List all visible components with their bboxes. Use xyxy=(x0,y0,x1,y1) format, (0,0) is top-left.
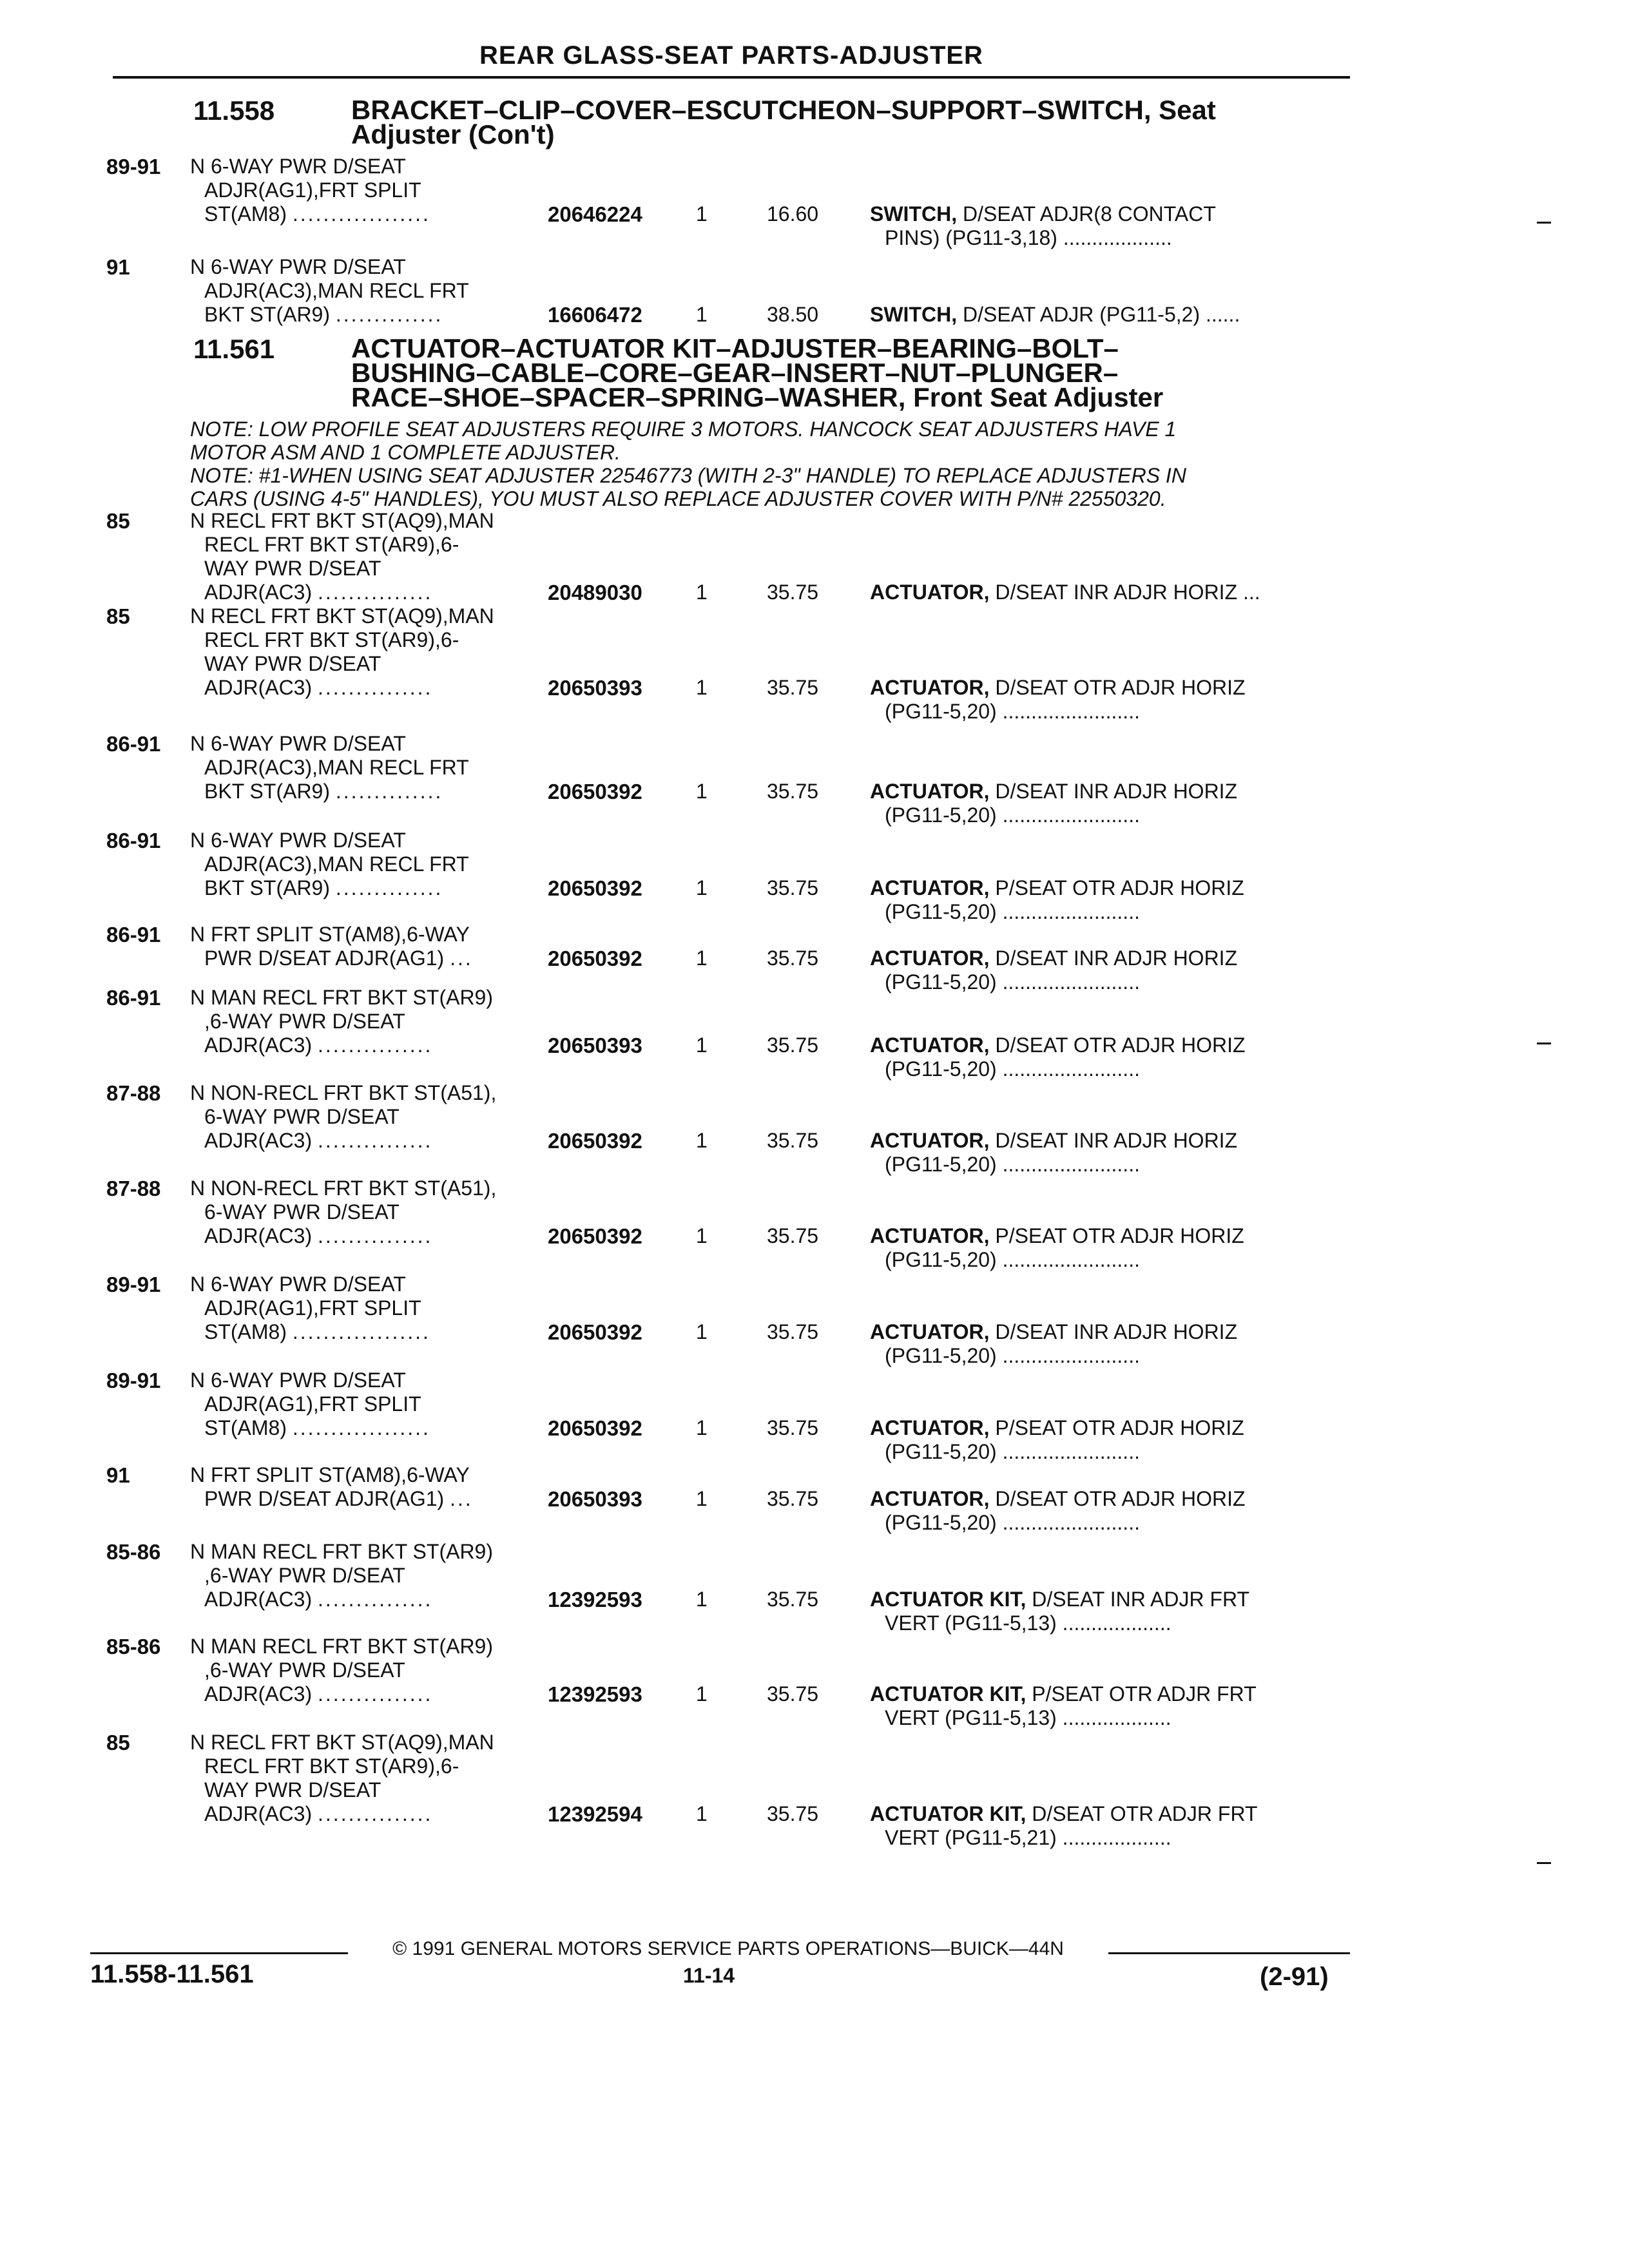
usage-line: ADJR(AG1),FRT SPLIT xyxy=(204,178,421,202)
part-number: 20650393 xyxy=(548,1487,642,1511)
usage-line: N RECL FRT BKT ST(AQ9),MAN xyxy=(190,509,494,532)
model-year: 91 xyxy=(106,255,130,279)
usage-line-text: ADJR(AC3) xyxy=(204,676,313,699)
quantity: 1 xyxy=(696,1682,708,1706)
price: 35.75 xyxy=(767,1224,819,1247)
quantity: 1 xyxy=(696,202,708,226)
usage-line: N 6-WAY PWR D/SEAT xyxy=(190,255,406,278)
usage-description xyxy=(190,1731,551,1826)
model-year: 86-91 xyxy=(106,829,161,852)
usage-line: N 6-WAY PWR D/SEAT xyxy=(190,1369,406,1392)
section-range: 11.558-11.561 xyxy=(90,1960,254,1988)
usage-line: ADJR(AC3),MAN RECL FRT xyxy=(204,756,469,779)
leader-dots: .............. xyxy=(335,876,443,899)
part-name-block xyxy=(870,1224,1347,1272)
usage-line xyxy=(190,1487,551,1511)
margin-tick xyxy=(1537,1043,1551,1044)
part-name-block xyxy=(870,1588,1347,1635)
usage-line-text: BKT ST(AR9) xyxy=(204,303,330,326)
page-header-title: REAR GLASS-SEAT PARTS-ADJUSTER xyxy=(479,41,983,70)
usage-description xyxy=(190,155,551,226)
model-year: 86-91 xyxy=(106,986,161,1010)
model-year: 85 xyxy=(106,1731,130,1754)
leader-dots: ............... xyxy=(318,1033,433,1057)
price: 35.75 xyxy=(767,1487,819,1510)
part-name-block xyxy=(870,947,1347,994)
price: 35.75 xyxy=(767,876,819,899)
usage-description xyxy=(190,1369,551,1440)
leader-dots: .................. xyxy=(292,202,430,226)
part-number: 20650392 xyxy=(548,1129,642,1153)
usage-line xyxy=(190,1129,551,1153)
part-number: 20650392 xyxy=(548,1416,642,1440)
usage-line-text: BKT ST(AR9) xyxy=(204,780,330,803)
usage-line: WAY PWR D/SEAT xyxy=(204,652,381,675)
part-name: ACTUATOR, xyxy=(870,1033,990,1057)
part-name-line xyxy=(870,780,1237,803)
part-description: D/SEAT ADJR(8 CONTACT xyxy=(957,202,1216,226)
quantity: 1 xyxy=(696,1033,708,1057)
usage-line: ADJR(AC3),MAN RECL FRT xyxy=(204,852,469,876)
usage-line xyxy=(190,876,551,900)
part-description: D/SEAT INR ADJR HORIZ ... xyxy=(989,581,1260,604)
part-description: D/SEAT INR ADJR HORIZ xyxy=(989,947,1238,970)
part-number: 20646224 xyxy=(548,202,642,226)
price: 35.75 xyxy=(767,1682,819,1706)
usage-description xyxy=(190,829,551,900)
part-name: ACTUATOR, xyxy=(870,1224,990,1247)
usage-line: WAY PWR D/SEAT xyxy=(204,557,381,580)
usage-line: N NON-RECL FRT BKT ST(A51), xyxy=(190,1081,497,1104)
usage-line: N MAN RECL FRT BKT ST(AR9) xyxy=(190,1540,493,1563)
part-description: D/SEAT OTR ADJR HORIZ xyxy=(989,676,1246,699)
part-name-line xyxy=(870,1802,1258,1825)
leader-dots: ............... xyxy=(318,581,433,604)
part-name-block xyxy=(870,202,1347,250)
part-name-block xyxy=(870,1416,1347,1464)
leader-dots: ... xyxy=(450,1487,473,1510)
part-description-cont: (PG11-5,20) ........................ xyxy=(885,1248,1140,1271)
part-name-block xyxy=(870,780,1347,827)
part-name-line xyxy=(870,202,1216,226)
usage-line-text: ADJR(AC3) xyxy=(204,1588,313,1611)
price: 38.50 xyxy=(767,303,819,326)
usage-line xyxy=(190,676,551,700)
usage-line-text: ST(AM8) xyxy=(204,1416,287,1439)
usage-description xyxy=(190,255,551,327)
part-description: D/SEAT INR ADJR HORIZ xyxy=(989,1320,1238,1343)
usage-line xyxy=(190,202,551,226)
usage-line: N NON-RECL FRT BKT ST(A51), xyxy=(190,1177,497,1200)
leader-dots: .............. xyxy=(335,780,443,803)
usage-line: N 6-WAY PWR D/SEAT xyxy=(190,829,406,852)
part-name-block xyxy=(870,1033,1347,1081)
part-name-line xyxy=(870,581,1260,604)
usage-line xyxy=(190,1682,551,1706)
part-description: D/SEAT OTR ADJR FRT xyxy=(1026,1802,1258,1825)
usage-description xyxy=(190,732,551,803)
part-name: ACTUATOR KIT, xyxy=(870,1682,1027,1706)
part-name-block xyxy=(870,676,1347,724)
usage-line xyxy=(190,1033,551,1057)
usage-line: ADJR(AG1),FRT SPLIT xyxy=(204,1392,421,1416)
part-description-cont: VERT (PG11-5,21) ................... xyxy=(885,1826,1171,1849)
usage-description xyxy=(190,1273,551,1344)
price: 35.75 xyxy=(767,780,819,803)
quantity: 1 xyxy=(696,581,708,604)
part-name: ACTUATOR, xyxy=(870,780,990,803)
model-year: 85 xyxy=(106,509,130,533)
leader-dots: ............... xyxy=(318,1682,433,1706)
part-description-cont: (PG11-5,20) ........................ xyxy=(885,1511,1140,1534)
part-description: P/SEAT OTR ADJR HORIZ xyxy=(989,1224,1244,1247)
part-name-line xyxy=(870,1129,1237,1152)
part-description: D/SEAT INR ADJR FRT xyxy=(1026,1588,1250,1611)
part-number: 20650392 xyxy=(548,1320,642,1344)
usage-line xyxy=(190,947,551,970)
part-number: 20650392 xyxy=(548,780,642,803)
usage-line xyxy=(190,1224,551,1248)
part-name: ACTUATOR, xyxy=(870,1320,990,1343)
usage-line xyxy=(190,1416,551,1440)
part-name: ACTUATOR, xyxy=(870,581,990,604)
usage-description xyxy=(190,1081,551,1153)
part-name-line xyxy=(870,676,1246,699)
part-name-block xyxy=(870,1487,1347,1535)
usage-line: N FRT SPLIT ST(AM8),6-WAY xyxy=(190,923,470,946)
usage-line: N 6-WAY PWR D/SEAT xyxy=(190,155,406,178)
part-name-block xyxy=(870,1682,1347,1730)
part-description: D/SEAT OTR ADJR HORIZ xyxy=(989,1487,1246,1510)
usage-description xyxy=(190,923,551,970)
part-number: 20650392 xyxy=(548,876,642,900)
usage-description xyxy=(190,1635,551,1706)
usage-line: N MAN RECL FRT BKT ST(AR9) xyxy=(190,986,493,1009)
usage-line xyxy=(190,780,551,803)
part-description-cont: PINS) (PG11-3,18) ................... xyxy=(885,226,1172,249)
part-name-line xyxy=(870,1224,1244,1247)
part-number: 12392593 xyxy=(548,1682,642,1706)
group-title: ACTUATOR–ACTUATOR KIT–ADJUSTER–BEARING–BOLT– BUSHING–CABLE–CORE–GEAR–INSERT–NUT–PLUNGER– RACE–SHOE–SPACER–SPRING–WASHER, Front Seat Adjuster xyxy=(351,333,1164,412)
part-name: ACTUATOR KIT, xyxy=(870,1802,1027,1825)
copyright-notice: © 1991 GENERAL MOTORS SERVICE PARTS OPERATIONS—BUICK—44N xyxy=(392,1938,1064,1959)
part-name: ACTUATOR, xyxy=(870,1129,990,1152)
quantity: 1 xyxy=(696,1224,708,1247)
part-name: ACTUATOR, xyxy=(870,1416,990,1439)
price: 35.75 xyxy=(767,947,819,970)
margin-tick xyxy=(1537,222,1551,224)
usage-line: N 6-WAY PWR D/SEAT xyxy=(190,732,406,755)
usage-line: N RECL FRT BKT ST(AQ9),MAN xyxy=(190,1731,494,1754)
header-rule xyxy=(113,76,1350,79)
model-year: 87-88 xyxy=(106,1177,161,1200)
price: 35.75 xyxy=(767,1320,819,1343)
leader-dots: ............... xyxy=(318,1802,433,1825)
part-name-block xyxy=(870,581,1347,604)
usage-line: N MAN RECL FRT BKT ST(AR9) xyxy=(190,1635,493,1658)
usage-line: ,6-WAY PWR D/SEAT xyxy=(204,1564,405,1587)
usage-line-text: PWR D/SEAT ADJR(AG1) xyxy=(204,1487,445,1510)
part-number: 20489030 xyxy=(548,581,642,604)
part-description: P/SEAT OTR ADJR FRT xyxy=(1026,1682,1257,1706)
usage-line-text: ADJR(AC3) xyxy=(204,1224,313,1247)
revision-date: (2-91) xyxy=(1260,1963,1329,1991)
leader-dots: .................. xyxy=(292,1320,430,1343)
usage-line-text: PWR D/SEAT ADJR(AG1) xyxy=(204,947,445,970)
part-description-cont: (PG11-5,20) ........................ xyxy=(885,803,1140,827)
model-year: 91 xyxy=(106,1463,130,1487)
usage-line xyxy=(190,581,551,604)
usage-description xyxy=(190,509,551,604)
group-title: BRACKET–CLIP–COVER–ESCUTCHEON–SUPPORT–SWITCH, Seat Adjuster (Con't) xyxy=(351,95,1216,149)
part-name-block xyxy=(870,1320,1347,1368)
part-description: D/SEAT ADJR (PG11-5,2) ...... xyxy=(957,303,1240,326)
quantity: 1 xyxy=(696,1320,708,1343)
part-name: SWITCH, xyxy=(870,202,958,226)
usage-line-text: ST(AM8) xyxy=(204,202,287,226)
part-description-cont: (PG11-5,20) ........................ xyxy=(885,700,1140,723)
usage-line-text: ST(AM8) xyxy=(204,1320,287,1343)
part-name: ACTUATOR, xyxy=(870,1487,990,1510)
model-year: 89-91 xyxy=(106,1273,161,1296)
part-number: 12392594 xyxy=(548,1802,642,1826)
part-name: ACTUATOR, xyxy=(870,876,990,899)
model-year: 86-91 xyxy=(106,923,161,947)
usage-description xyxy=(190,1177,551,1248)
part-number: 16606472 xyxy=(548,303,642,327)
part-description: P/SEAT OTR ADJR HORIZ xyxy=(989,876,1244,899)
price: 35.75 xyxy=(767,581,819,604)
leader-dots: ............... xyxy=(318,1588,433,1611)
usage-line: 6-WAY PWR D/SEAT xyxy=(204,1105,400,1128)
usage-line-text: BKT ST(AR9) xyxy=(204,876,330,899)
part-name-block xyxy=(870,876,1347,924)
usage-line: N RECL FRT BKT ST(AQ9),MAN xyxy=(190,604,494,628)
price: 16.60 xyxy=(767,202,819,226)
price: 35.75 xyxy=(767,1129,819,1152)
price: 35.75 xyxy=(767,1033,819,1057)
usage-description xyxy=(190,1540,551,1611)
margin-tick xyxy=(1537,1862,1551,1864)
quantity: 1 xyxy=(696,303,708,326)
usage-line-text: ADJR(AC3) xyxy=(204,1682,313,1706)
usage-line xyxy=(190,1320,551,1344)
leader-dots: ............... xyxy=(318,1224,433,1247)
leader-dots: ... xyxy=(450,947,473,970)
part-name-line xyxy=(870,1682,1257,1706)
usage-line: N 6-WAY PWR D/SEAT xyxy=(190,1273,406,1296)
note-text: NOTE: #1-WHEN USING SEAT ADJUSTER 22546773 (WITH 2-3" HANDLE) TO REPLACE ADJUSTERS IN CARS (USING 4-5" HANDLES), YOU MUST ALSO REPLACE ADJUSTER COVER WITH P/N# 22550320. xyxy=(190,464,1186,510)
price: 35.75 xyxy=(767,1802,819,1825)
usage-line: ADJR(AG1),FRT SPLIT xyxy=(204,1296,421,1320)
part-name-line xyxy=(870,1033,1246,1057)
footer-rule xyxy=(1108,1952,1350,1954)
note-text: NOTE: LOW PROFILE SEAT ADJUSTERS REQUIRE 3 MOTORS. HANCOCK SEAT ADJUSTERS HAVE 1 MOTOR ASM AND 1 COMPLETE ADJUSTER. xyxy=(190,418,1177,464)
usage-line: ADJR(AC3),MAN RECL FRT xyxy=(204,279,469,302)
model-year: 85 xyxy=(106,604,130,628)
usage-line-text: ADJR(AC3) xyxy=(204,581,313,604)
price: 35.75 xyxy=(767,676,819,699)
page-number: 11-14 xyxy=(683,1964,735,1987)
footer-rule xyxy=(90,1952,348,1954)
quantity: 1 xyxy=(696,876,708,899)
part-description-cont: VERT (PG11-5,13) ................... xyxy=(885,1611,1171,1635)
part-name-line xyxy=(870,1320,1237,1343)
model-year: 87-88 xyxy=(106,1081,161,1105)
usage-line: RECL FRT BKT ST(AR9),6- xyxy=(204,533,459,556)
part-name: ACTUATOR, xyxy=(870,676,990,699)
part-description: D/SEAT INR ADJR HORIZ xyxy=(989,1129,1238,1152)
part-name-line xyxy=(870,303,1240,326)
part-name-line xyxy=(870,947,1237,970)
part-description: D/SEAT OTR ADJR HORIZ xyxy=(989,1033,1246,1057)
usage-line-text: ADJR(AC3) xyxy=(204,1129,313,1152)
usage-line xyxy=(190,1802,551,1826)
model-year: 89-91 xyxy=(106,155,161,178)
part-number: 20650393 xyxy=(548,1033,642,1057)
usage-line: ,6-WAY PWR D/SEAT xyxy=(204,1658,405,1682)
price: 35.75 xyxy=(767,1588,819,1611)
quantity: 1 xyxy=(696,676,708,699)
part-description: P/SEAT OTR ADJR HORIZ xyxy=(989,1416,1244,1439)
model-year: 86-91 xyxy=(106,732,161,756)
part-description-cont: (PG11-5,20) ........................ xyxy=(885,1344,1140,1367)
model-year: 85-86 xyxy=(106,1540,161,1564)
quantity: 1 xyxy=(696,1802,708,1825)
usage-line: N FRT SPLIT ST(AM8),6-WAY xyxy=(190,1463,470,1486)
quantity: 1 xyxy=(696,1487,708,1510)
quantity: 1 xyxy=(696,1416,708,1439)
part-description-cont: (PG11-5,20) ........................ xyxy=(885,1057,1140,1081)
quantity: 1 xyxy=(696,1129,708,1152)
model-year: 89-91 xyxy=(106,1369,161,1392)
part-number: 20650393 xyxy=(548,676,642,700)
model-year: 85-86 xyxy=(106,1635,161,1658)
part-name-line xyxy=(870,1416,1244,1439)
usage-line: RECL FRT BKT ST(AR9),6- xyxy=(204,628,459,651)
part-description-cont: (PG11-5,20) ........................ xyxy=(885,970,1140,994)
usage-line: RECL FRT BKT ST(AR9),6- xyxy=(204,1754,459,1778)
part-description: D/SEAT INR ADJR HORIZ xyxy=(989,780,1238,803)
part-name-block xyxy=(870,1802,1347,1850)
leader-dots: .................. xyxy=(292,1416,430,1439)
usage-line-text: ADJR(AC3) xyxy=(204,1802,313,1825)
part-name-line xyxy=(870,1487,1246,1510)
usage-description xyxy=(190,604,551,700)
part-number: 20650392 xyxy=(548,947,642,970)
usage-description xyxy=(190,1463,551,1511)
usage-line: 6-WAY PWR D/SEAT xyxy=(204,1200,400,1224)
price: 35.75 xyxy=(767,1416,819,1439)
leader-dots: ............... xyxy=(318,1129,433,1152)
usage-line: ,6-WAY PWR D/SEAT xyxy=(204,1010,405,1033)
part-description-cont: (PG11-5,20) ........................ xyxy=(885,900,1140,923)
part-name-line xyxy=(870,1588,1249,1611)
usage-line: WAY PWR D/SEAT xyxy=(204,1778,381,1802)
part-number: 20650392 xyxy=(548,1224,642,1248)
group-number: 11.561 xyxy=(193,334,275,364)
part-name-line xyxy=(870,876,1244,899)
usage-line xyxy=(190,303,551,327)
part-description-cont: (PG11-5,20) ........................ xyxy=(885,1153,1140,1176)
quantity: 1 xyxy=(696,780,708,803)
part-name: ACTUATOR KIT, xyxy=(870,1588,1027,1611)
group-number: 11.558 xyxy=(193,95,275,126)
leader-dots: .............. xyxy=(335,303,443,326)
part-name: ACTUATOR, xyxy=(870,947,990,970)
leader-dots: ............... xyxy=(318,676,433,699)
usage-line-text: ADJR(AC3) xyxy=(204,1033,313,1057)
part-description-cont: VERT (PG11-5,13) ................... xyxy=(885,1706,1171,1729)
part-name-block xyxy=(870,1129,1347,1177)
part-description-cont: (PG11-5,20) ........................ xyxy=(885,1440,1140,1463)
usage-description xyxy=(190,986,551,1057)
part-name: SWITCH, xyxy=(870,303,958,326)
part-number: 12392593 xyxy=(548,1588,642,1611)
quantity: 1 xyxy=(696,947,708,970)
part-name-block xyxy=(870,303,1347,327)
quantity: 1 xyxy=(696,1588,708,1611)
usage-line xyxy=(190,1588,551,1611)
